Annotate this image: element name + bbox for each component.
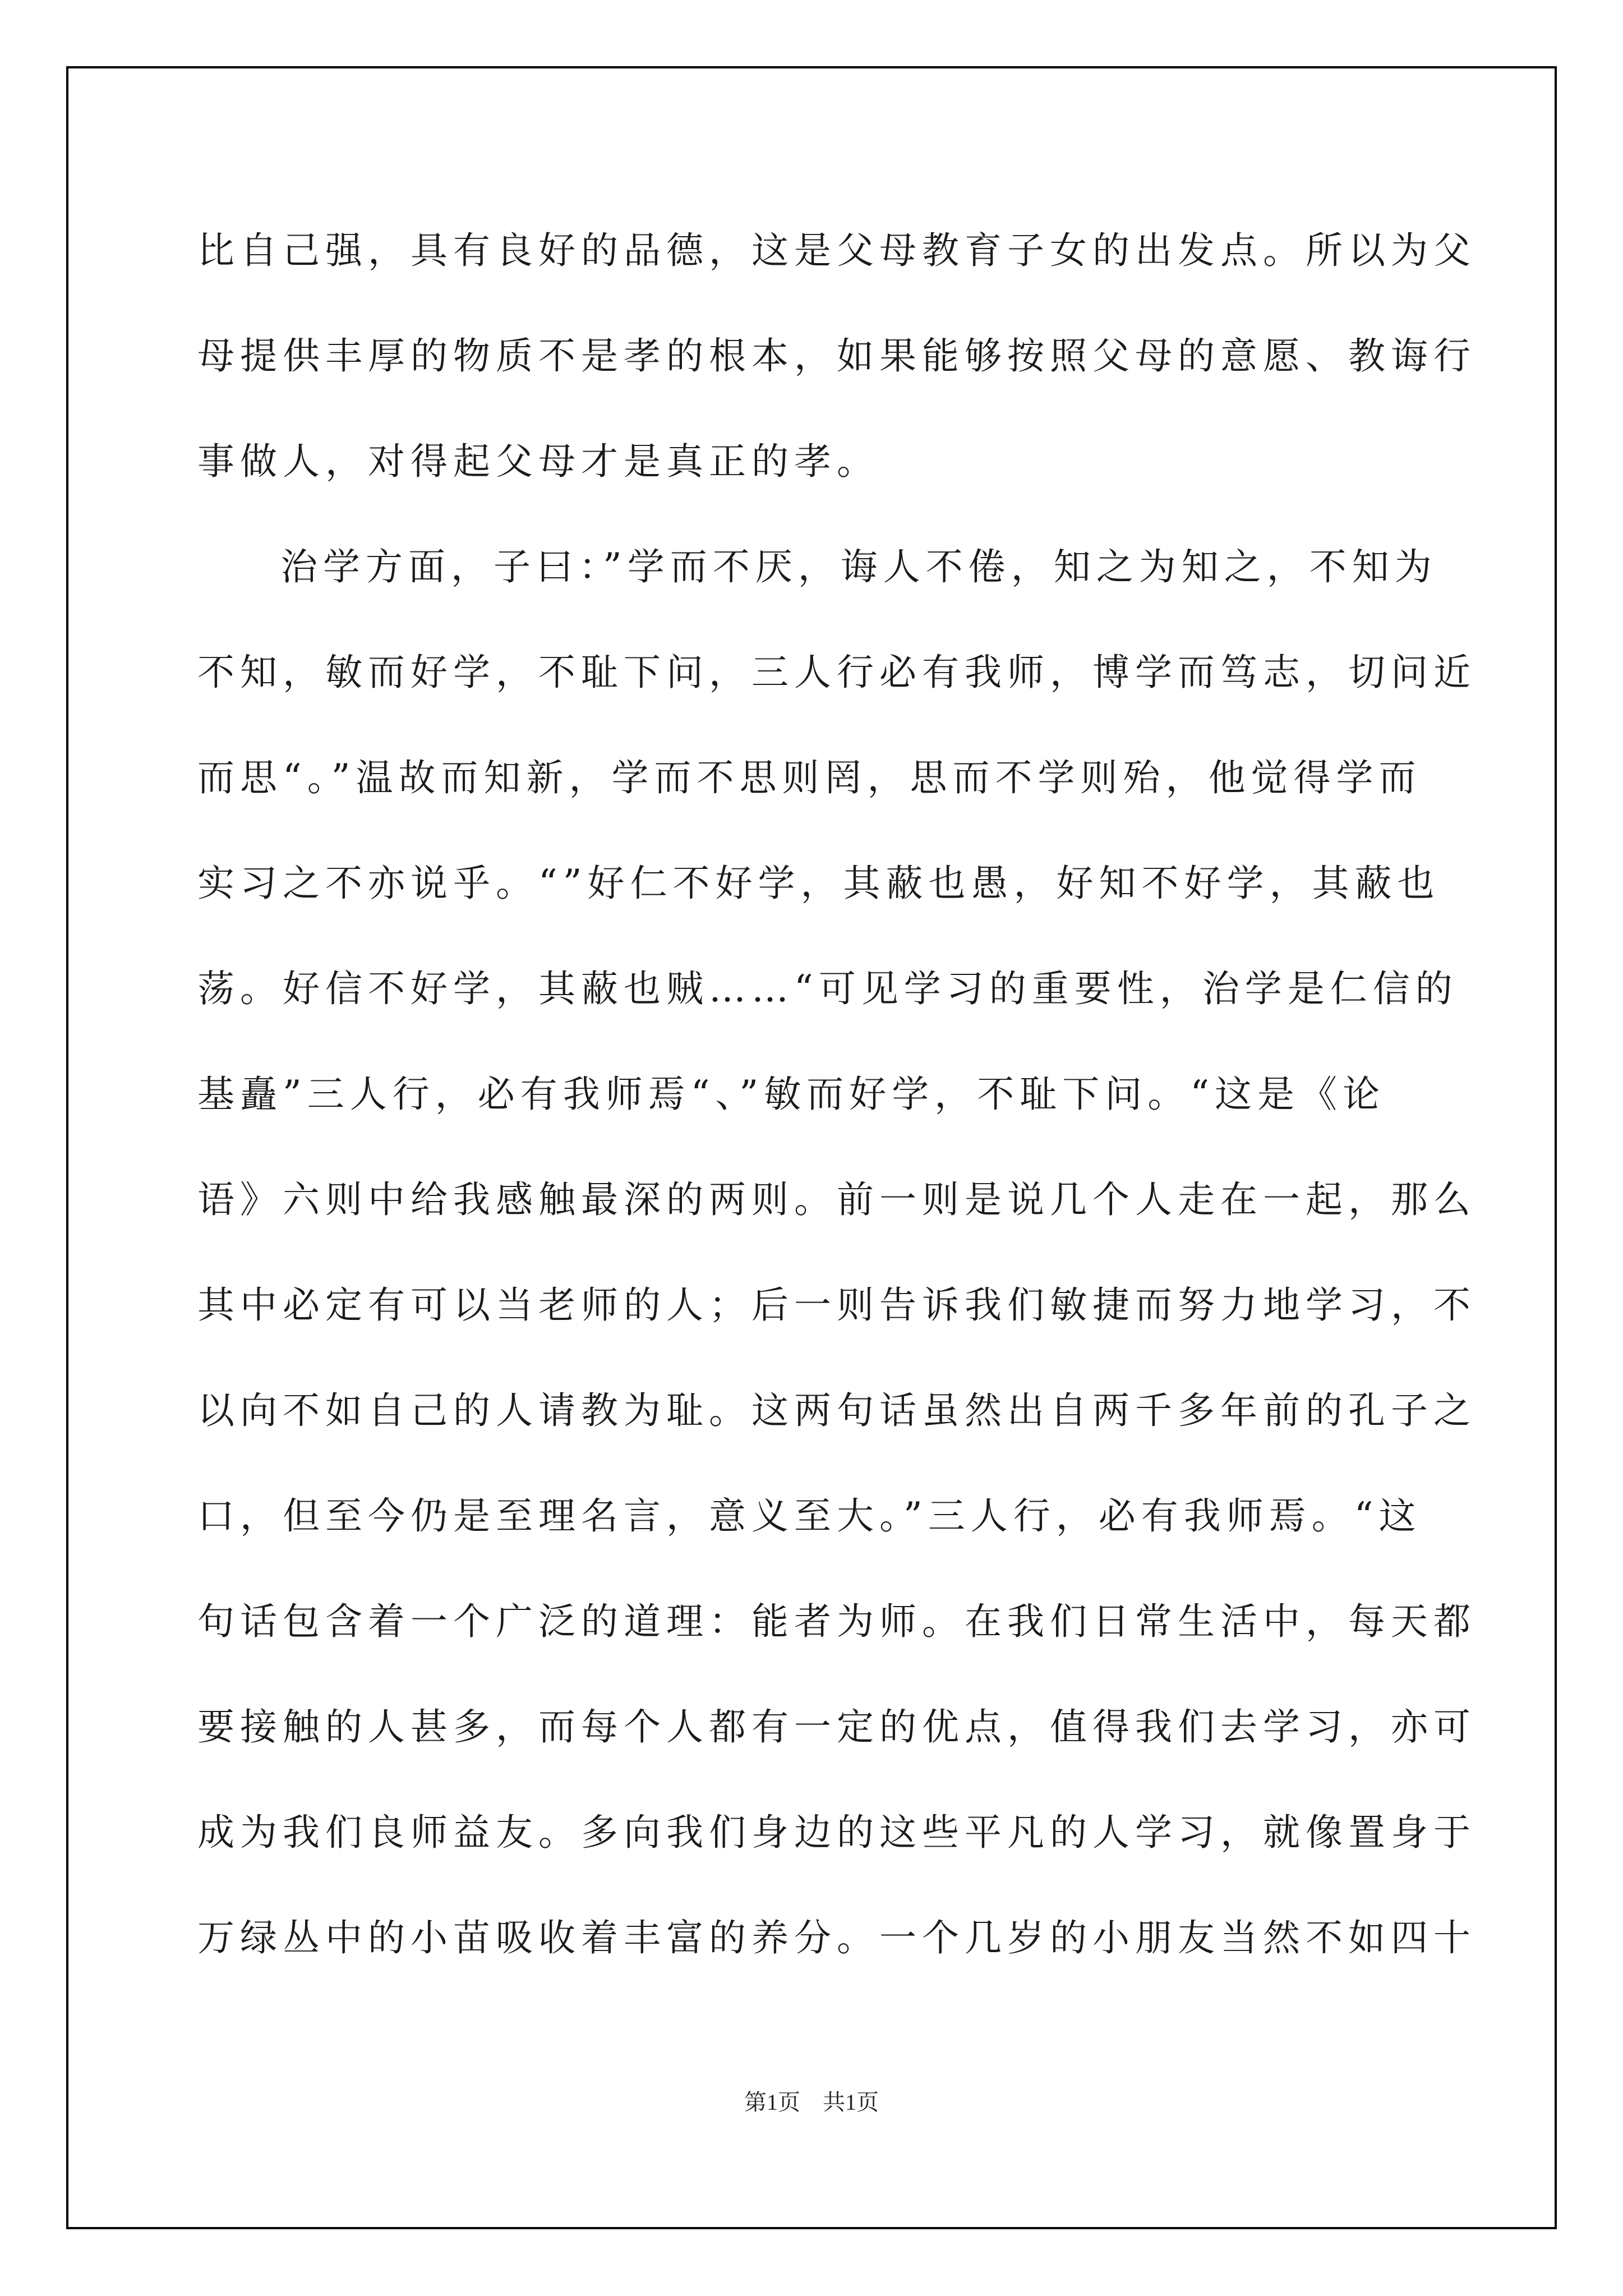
paragraph-line: 万绿丛中的小苗吸收着丰富的养分。一个几岁的小朋友当然不如四十: [197, 1916, 1476, 1959]
paragraph-line: 比自己强，具有良好的品德，这是父母教育子女的出发点。所以为父: [197, 229, 1476, 272]
page-number-footer: 第1页 共1页: [744, 2090, 879, 2115]
paragraph-line: 治学方面，子曰：”学而不厌，诲人不倦，知之为知之，不知为: [280, 545, 1437, 588]
paragraph-line: 成为我们良师益友。多向我们身边的这些平凡的人学习，就像置身于: [197, 1811, 1476, 1854]
paragraph-line: 口，但至今仍是至理名言，意义至大。”三人行，必有我师焉。“这: [197, 1494, 1422, 1538]
paragraph-line: 事做人，对得起父母才是真正的孝。: [197, 440, 879, 483]
paragraph-line: 句话包含着一个广泛的道理：能者为师。在我们日常生活中，每天都: [197, 1600, 1476, 1643]
paragraph-line: 语》六则中给我感触最深的两则。前一则是说几个人走在一起，那么: [197, 1178, 1476, 1221]
paragraph-line: 不知，敏而好学，不耻下问，三人行必有我师，博学而笃志，切问近: [197, 651, 1476, 694]
paragraph-line: 而思“。”温故而知新，学而不思则罔，思而不学则殆，他觉得学而: [197, 756, 1422, 799]
paragraph-line: 基矗”三人行，必有我师焉“、”敏而好学，不耻下问。“这是《论: [197, 1073, 1385, 1116]
paragraph-line: 实习之不亦说乎。“”好仁不好学，其蔽也愚，好知不好学，其蔽也: [197, 862, 1440, 905]
paragraph-line: 母提供丰厚的物质不是孝的根本，如果能够按照父母的意愿、教诲行: [197, 334, 1476, 378]
paragraph-line: 要接触的人甚多，而每个人都有一定的优点，值得我们去学习，亦可: [197, 1705, 1476, 1749]
paragraph-line: 其中必定有可以当老师的人；后一则告诉我们敏捷而努力地学习，不: [197, 1283, 1476, 1327]
paragraph-line: 以向不如自己的人请教为耻。这两句话虽然出自两千多年前的孔子之: [197, 1389, 1476, 1432]
paragraph-line: 荡。好信不好学，其蔽也贼……“可见学习的重要性，治学是仁信的: [197, 967, 1458, 1010]
